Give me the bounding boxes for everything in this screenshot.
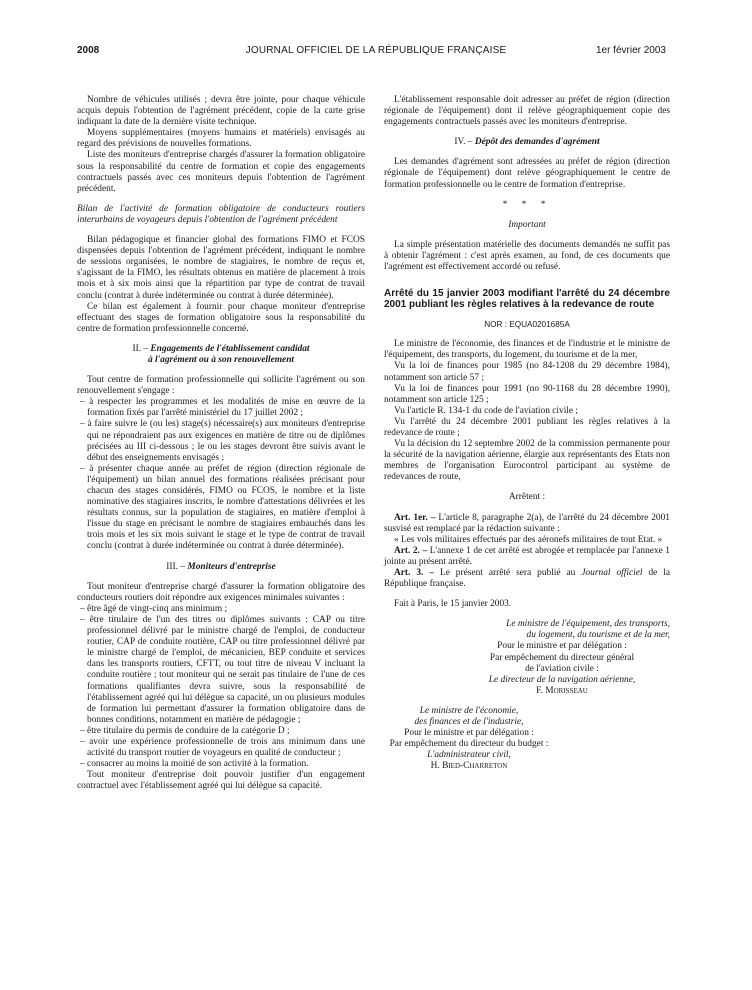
delegation-line: de l'aviation civile : [525, 663, 599, 674]
signatory-title: des finances et de l'industrie, [414, 717, 524, 728]
signatory-title: Le ministre de l'équipement, des transports, [506, 619, 670, 630]
signature-date: Fait à Paris, le 15 janvier 2003. [394, 599, 512, 610]
list-item: – à présenter chaque année au préfet de région (direction régionale de l'équipement) un bilan annuel des formations réalisées précisant pour chacun des stages considérés, FIMO ou FCOS, le nombre et la liste nominative des stagiaires inscrits, le nombre d'attestations délivrées et les résultats connus, sur la population de stagiaires, en matière d'emploi à l'issue du stage en précisant le nombre de stagiaires embauchés dans les trois mois et les six mois suivant le stage et le type de contrat de travail conclu (contrat à durée indéterminée ou contrat à durée déterminée). [80, 463, 365, 552]
section-title: Moniteurs d'entreprise [187, 561, 276, 572]
visa: Vu l'arrêté du 24 décembre 2001 publiant les règles relatives à la redevance de route ; [384, 416, 670, 438]
list-item: – être titulaire de l'un des titres ou diplômes suivants : CAP ou titre professionnel délivré par le ministre chargé de l'emploi, de conducteur routier, CAP de conduite routière, CAP ou titre professionnel délivré par le ministre chargé de l'emploi, de mécanicien, BEP conduite et services dans les transports routiers, CFTT, ou tout titre de niveau V incluant la conduite routière ; tout moniteur qui ne serait pas titulaire de l'une de ces formations qualifiantes devra suivre, sous la responsabilité de l'établissement agréé qui lui délègue sa capacité, un ou plusieurs modules de formation lui permettant d'assurer la formation obligatoire dans de bonnes conditions, notamment en matière de pédagogie ; [80, 614, 365, 725]
paragraph: Ce bilan est également à fournir pour chaque moniteur d'entreprise effectuant des stages de formation obligatoire sous la responsabilité du centre de formation professionnelle concerné. [77, 301, 365, 334]
bilan-heading: Bilan de l'activité de formation obligatoire de conducteurs routiers interurbains de voyageurs depuis l'obtention de l'agrément précédent [77, 203, 365, 225]
right-column [384, 95, 670, 773]
article-1 [384, 513, 670, 535]
list-item: – consacrer au moins la moitié de son activité à la formation. [80, 759, 309, 770]
signature-block-1 [384, 619, 670, 697]
section-title-cont: à l'agrément ou à son renouvellement [147, 354, 295, 365]
list-item: – avoir une expérience professionnelle de trois ans minimum dans une activité du transport routier de voyageurs en qualité de conducteur ; [80, 736, 365, 759]
section-ii-heading [77, 344, 365, 366]
article-text: L'annexe 1 de cet arrêté est abrogée et remplacée par l'annexe 1 jointe au présent arrêté. [384, 545, 670, 567]
section-title: Dépôt des demandes d'agrément [474, 137, 600, 148]
nor-reference: NOR : EQUA0201685A [484, 320, 570, 330]
article-label: Art. 1er. – [394, 512, 436, 523]
article-quote: « Les vols militaires effectués par des aéronefs militaires de tout Etat. » [394, 534, 663, 545]
signatory-title: Le directeur de la navigation aérienne, [488, 674, 636, 685]
delegation-line: Pour le ministre et par délégation : [404, 728, 534, 739]
section-number: IV. – [454, 137, 473, 148]
paragraph: Le ministre de l'économie, des finances et de l'industrie et le ministre de l'équipement, des transports, du logement, du tourisme et de la mer, [384, 339, 670, 361]
paragraph: Moyens supplémentaires (moyens humains et matériels) envisagés au regard des prévisions de nouvelles formations. [77, 128, 365, 150]
section-iv-heading [384, 137, 670, 148]
list-item: – être titulaire du permis de conduire de la catégorie D ; [80, 725, 290, 736]
article-3 [384, 568, 670, 590]
article-2 [384, 546, 670, 568]
asterism: * * * [502, 199, 552, 210]
delegation-line: Pour le ministre et par délégation : [497, 641, 627, 652]
visa: Vu la loi de finances pour 1991 (no 90-1168 du 28 décembre 1990), notamment son article 125 ; [384, 383, 670, 405]
signatory-title: Le ministre de l'économie, [419, 705, 519, 716]
list-item: – être âgé de vingt-cinq ans minimum ; [80, 603, 228, 614]
paragraph: Liste des moniteurs d'entreprise chargés d'assurer la formation obligatoire sous la responsabilité du centre de formation et copie des engagements contractuels passés avec ces moniteurs depuis l'obtention de l'agrément précédent. [77, 150, 365, 194]
list-item: – à faire suivre le (ou les) stage(s) nécessaire(s) aux moniteurs d'entreprise qui ne répondraient pas aux exigences en matière de titre ou de diplômes précisées au III ci-dessous ; le ou les stages devront être suivis avant le début des enseignements envisagés ; [80, 419, 365, 463]
paragraph: Les demandes d'agrément sont adressées au préfet de région (direction régionale de l'équipement) dont relève géographiquement le centre de formation professionnelle ou le centre de formation d'entreprise. [384, 157, 670, 190]
article-text: Le présent arrêté sera publié au [439, 568, 576, 578]
signatory-name: F. Morisseau [536, 685, 588, 696]
journal-title: JOURNAL OFFICIEL DE LA RÉPUBLIQUE FRANÇAISE [245, 45, 507, 56]
article-label: Art. 2. – [394, 545, 428, 556]
signature-block-2 [384, 706, 554, 773]
signatory-name: H. Bied-Charreton [430, 761, 508, 772]
visa: Vu la décision du 12 septembre 2002 de la commission permanente pour la sécurité de la navigation aérienne, élargie aux représentants des Etats non membres de l'organisation Eurocontrol participant au système de redevances de route, [384, 439, 670, 483]
journal-name: Journal officiel [581, 568, 643, 578]
paragraph: Nombre de véhicules utilisés ; devra être jointe, pour chaque véhicule acquis depuis l'obtention de l'agrément précédent, copie de la carte grise indiquant la date de la dernière visite technique. [77, 95, 365, 128]
left-column [77, 95, 365, 792]
delegation-line: Par empêchement du directeur du budget : [389, 739, 549, 750]
signatory-title: du logement, du tourisme et de la mer, [526, 630, 670, 641]
arrete-title: Arrêté du 15 janvier 2003 modifiant l'arrêté du 24 décembre 2001 publiant les règles relatives à la redevance de route [384, 288, 670, 311]
paragraph: Tout centre de formation professionnelle qui sollicite l'agrément ou son renouvellement s'engage : [77, 375, 365, 397]
section-title: Engagements de l'établissement candidat [150, 343, 310, 354]
visa: Vu la loi de finances pour 1985 (no 84-1208 du 29 décembre 1984), notamment son article 57 ; [384, 361, 670, 383]
paragraph: La simple présentation matérielle des documents demandés ne suffit pas à obtenir l'agrément : c'est après examen, au fond, de ces documents que l'agrément est effectivement accordé ou refusé. [384, 239, 670, 273]
paragraph: Bilan pédagogique et financier global des formations FIMO et FCOS dispensées depuis l'obtention de l'agrément précédent, indiquant le nombre de sessions organisées, le nombre de stagiaires, le nombre de reçus et, s'agissant de la FIMO, les résultats obtenus en matière de placement à trois mois et à six mois ainsi que la répartition par type de contrat de travail conclu (contrat à durée indéterminée ou contrat à durée déterminée). [77, 235, 365, 301]
article-label: Art. 3. – [394, 568, 435, 578]
delegation-line: Par empêchement du directeur général [489, 652, 635, 663]
article-text: L'article 8, paragraphe 2(a), de l'arrêté du 24 décembre 2001 susvisé est remplacé par la rédaction suivante : [384, 512, 670, 534]
page-number: 2008 [77, 45, 100, 56]
paragraph: Tout moniteur d'entreprise chargé d'assurer la formation obligatoire des conducteurs routiers doit répondre aux exigences minimales suivantes : [77, 581, 365, 603]
article-text-cont: de la République française. [384, 568, 670, 590]
important-heading: Important [508, 219, 546, 230]
section-iii-heading [77, 562, 365, 573]
paragraph: Tout moniteur d'entreprise doit pouvoir justifier d'un engagement contractuel avec l'établissement agréé qui lui délègue sa capacité. [77, 770, 365, 792]
section-number: III. – [166, 561, 186, 572]
visa: Vu l'article R. 134-1 du code de l'aviation civile ; [394, 405, 579, 416]
issue-date: 1er février 2003 [595, 45, 666, 56]
section-number: II. – [132, 343, 149, 354]
list-item: – à respecter les programmes et les modalités de mise en œuvre de la formation fixés par l'arrêté ministériel du 17 juillet 2002 ; [80, 397, 365, 419]
paragraph: L'établissement responsable doit adresser au préfet de région (direction régionale de l'équipement) dont il relève géographiquement copie des engagements contractuels passés avec les moniteurs d'entreprise. [384, 95, 670, 128]
page-header [0, 45, 752, 59]
arretent-label: Arrêtent : [508, 492, 546, 503]
signatory-title: L'administrateur civil, [427, 750, 511, 761]
